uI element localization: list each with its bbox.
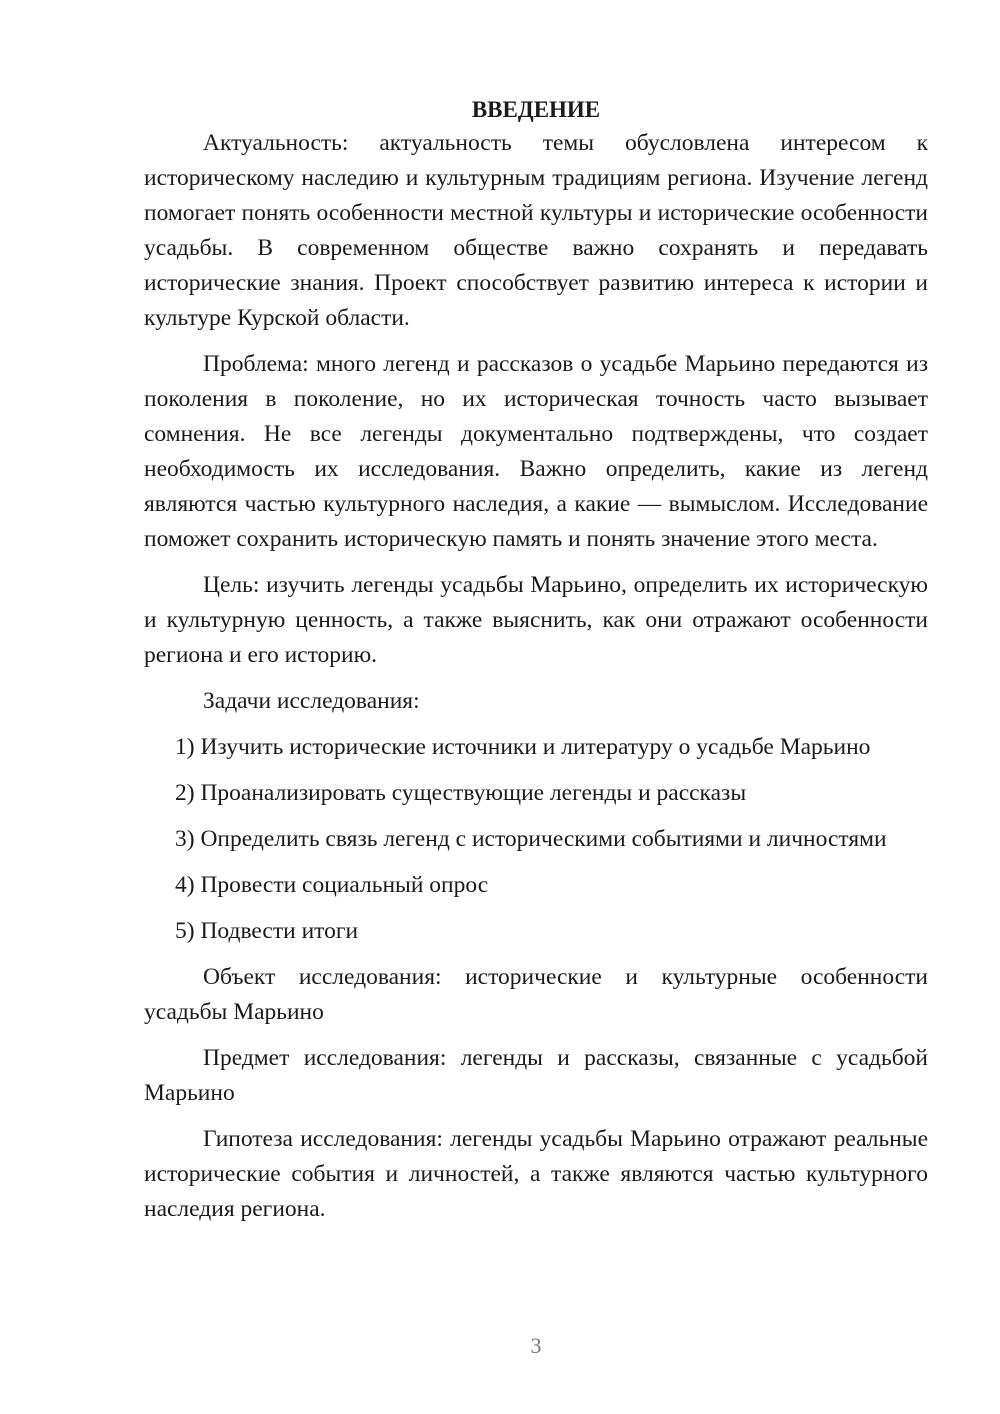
task-item-2: 2) Проанализировать существующие легенды и рассказы <box>175 780 747 806</box>
paragraph-gap <box>144 811 928 822</box>
paragraph-gap <box>144 1111 928 1122</box>
hypothesis-paragraph: Гипотеза исследования: легенды усадьбы Марьино отражают реальные исторические события и личностей, а также являются частью культурного наследия региона. <box>144 1126 928 1222</box>
paragraph-gap <box>144 1030 928 1041</box>
task-item-4: 4) Провести социальный опрос <box>175 872 489 898</box>
goal-paragraph: Цель: изучить легенды усадьбы Марьино, определить их историческую и культурную ценность, а также выяснить, как они отражают особенности региона и его историю. <box>144 572 928 668</box>
paragraph-gap <box>144 336 928 347</box>
page-title: ВВЕДЕНИЕ <box>471 97 601 122</box>
task-item-3: 3) Определить связь легенд с историческими событиями и личностями <box>175 826 887 852</box>
paragraph-gap <box>144 765 928 776</box>
paragraph-gap <box>144 857 928 868</box>
relevance-paragraph: Актуальность: актуальность темы обусловлена интересом к историческому наследию и культурным традициям региона. Изучение легенд помогает понять особенности местной культуры и исторические особенности усадьбы. В современном обществе важно сохранять и передавать исторические знания. Проект способствует развитию интереса к истории и культуре Курской области. <box>144 130 928 331</box>
paragraph-gap <box>144 557 928 568</box>
paragraph-gap <box>144 903 928 914</box>
subject-paragraph: Предмет исследования: легенды и рассказы, связанные с усадьбой Марьино <box>144 1045 928 1106</box>
page-content <box>144 94 928 1227</box>
page-number: 3 <box>530 1333 542 1358</box>
paragraph-gap <box>144 719 928 730</box>
object-paragraph: Объект исследования: исторические и культурные особенности усадьбы Марьино <box>144 964 928 1025</box>
paragraph-gap <box>144 673 928 684</box>
task-item-5: 5) Подвести итоги <box>175 918 359 944</box>
task-item-1: 1) Изучить исторические источники и литературу о усадьбе Марьино <box>175 734 871 760</box>
paragraph-gap <box>144 949 928 960</box>
problem-paragraph: Проблема: много легенд и рассказов о усадьбе Марьино передаются из поколения в поколение, но их историческая точность часто вызывает сомнения. Не все легенды документально подтверждены, что создает необходимость их исследования. Важно определить, какие из легенд являются частью культурного наследия, а какие — вымыслом. Исследование поможет сохранить историческую память и понять значение этого места. <box>144 351 928 552</box>
tasks-heading: Задачи исследования: <box>203 688 420 714</box>
